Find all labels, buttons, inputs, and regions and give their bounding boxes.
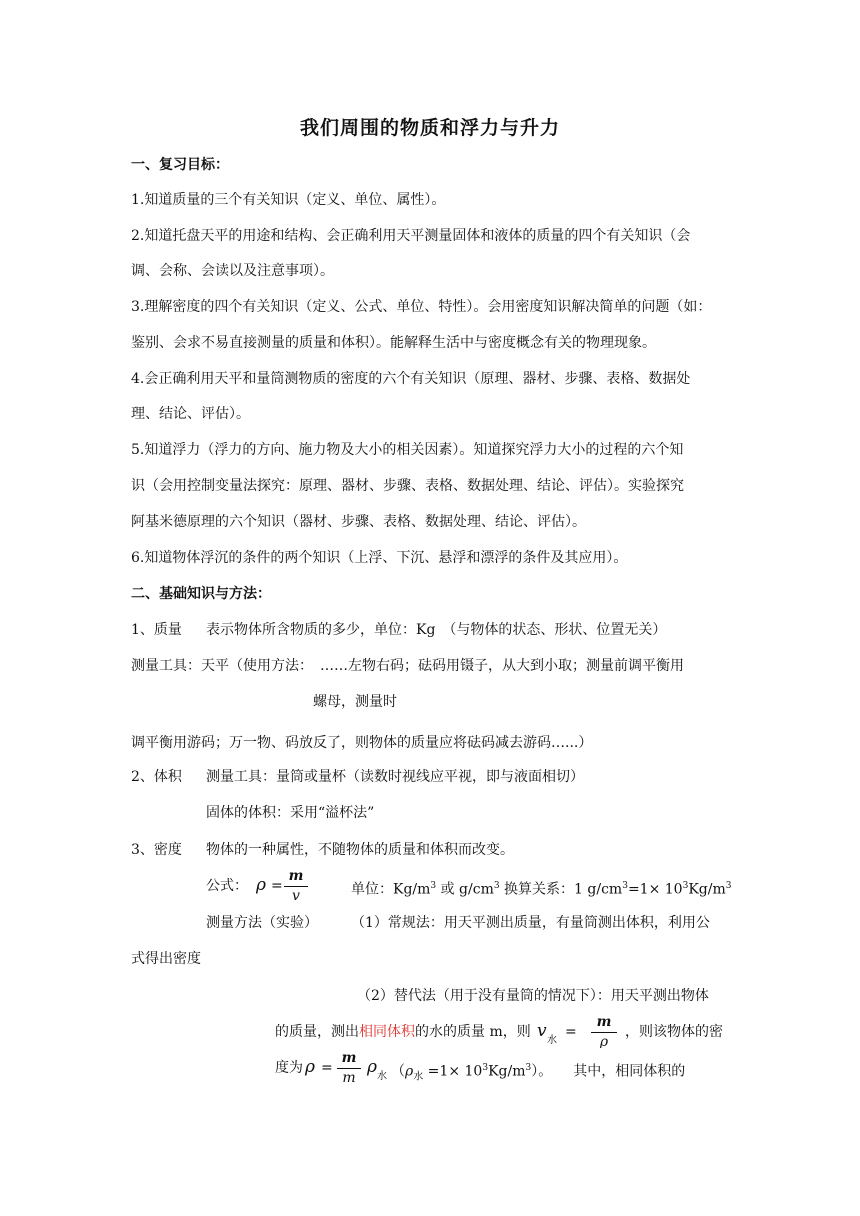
page-title: 我们周围的物质和浮力与升力	[299, 117, 560, 139]
method-label: 测量方法（实验）	[206, 915, 318, 931]
formula-label: 公式：	[206, 878, 248, 894]
goal-line-3: 3.理解密度的四个有关知识（定义、公式、单位、特性）。会用密度知识解决简单的问题（如：	[131, 299, 712, 315]
density-formula-row	[206, 868, 746, 902]
mass-row	[131, 620, 731, 640]
density-fraction	[282, 868, 310, 902]
section-heading-basics: 二、基础知识与方法：	[131, 586, 271, 602]
density-label: 3、密度	[131, 842, 182, 858]
fraction-numerator: m	[288, 868, 304, 884]
volume-row	[131, 767, 731, 787]
density-text: 物体的一种属性，不随物体的质量和体积而改变。	[206, 842, 514, 858]
mass-tool-cont: 螺母，测量时	[313, 694, 397, 710]
goal-line-5: 5.知道浮力（浮力的方向、施力物及大小的相关因素）。知道探究浮力大小的过程的六个知	[131, 442, 684, 458]
method-2: （2）替代法（用于没有量筒的情况下）：用天平测出物体	[357, 988, 709, 1004]
goal-line-3-cont: 鉴别、会求不易直接测量的质量和体积）。能解释生活中与密度概念有关的物理现象。	[131, 335, 656, 351]
mass-tool-line: 测量工具：天平（使用方法： ……左物右码；砝码用镊子，从大到小取；测量前调平衡用	[131, 658, 684, 674]
density-row	[131, 840, 731, 860]
unit-text: 单位：$Kg/m^3$ 或 $g/cm^3$ 换算关系：1 $g/cm^3=1\times 10^3Kg/m^3$	[351, 881, 732, 898]
mass-text: 表示物体所含物质的多少，单位：Kg （与物体的状态、形状、位置无关）	[206, 622, 667, 638]
goal-line-4-cont: 理、结论、评估）。	[131, 406, 250, 422]
rho-symbol: ρ	[256, 875, 266, 895]
goal-line-4: 4.会正确利用天平和量筒测物质的密度的六个有关知识（原理、器材、步骤、表格、数据处	[131, 371, 691, 387]
mass-tool-cont2: 调平衡用游码；万一物、码放反了，则物体的质量应将砝码减去游码…...）	[131, 735, 593, 751]
goal-line-1: 1.知道质量的三个有关知识（定义、单位、属性）。	[131, 192, 446, 208]
goal-line-2: 2.知道托盘天平的用途和结构、会正确利用天平测量固体和液体的质量的四个有关知识（会	[131, 228, 691, 244]
goal-line-5-cont2: 阿基米德原理的六个知识（器材、步骤、表格、数据处理、结论、评估）。	[131, 514, 586, 530]
method-2-row-b: 的质量，测出 相同体积 的水的质量 m，则 v 水 = m ρ ，则该物体的密	[275, 1014, 723, 1048]
goal-line-2-cont: 调、会称、会读以及注意事项）。	[131, 263, 334, 279]
highlight-same-volume: 相同体积	[359, 1024, 415, 1040]
method-2-row-c: 度为 ρ = m m ρ 水 $(\rho_水 =1\times 10^3Kg/m^3)$。 其中，相同体积的	[275, 1050, 686, 1084]
density-substitution-fraction: m m	[335, 1050, 363, 1084]
mass-label: 1、质量	[131, 622, 182, 638]
fraction-denominator: v	[292, 888, 300, 902]
volume-label: 2、体积	[131, 769, 182, 785]
method-1: （1）常规法：用天平测出质量，有量筒测出体积，利用公	[351, 915, 710, 931]
section-heading-review-goals: 一、复习目标：	[131, 157, 229, 173]
goal-line-6: 6.知道物体浮沉的条件的两个知识（上浮、下沉、悬浮和漂浮的条件及其应用）。	[131, 550, 628, 566]
equals-sign: =	[271, 878, 283, 894]
water-volume-fraction: m ρ	[589, 1014, 619, 1048]
volume-solid: 固体的体积：采用“溢杯法”	[206, 805, 375, 821]
goal-line-5-cont: 识（会用控制变量法探究：原理、器材、步骤、表格、数据处理、结论、评估）。实验探究	[131, 478, 684, 494]
method-row	[206, 913, 736, 933]
volume-text: 测量工具：量筒或量杯（读数时视线应平视，即与液面相切）	[206, 769, 584, 785]
method-1-cont: 式得出密度	[131, 951, 201, 967]
